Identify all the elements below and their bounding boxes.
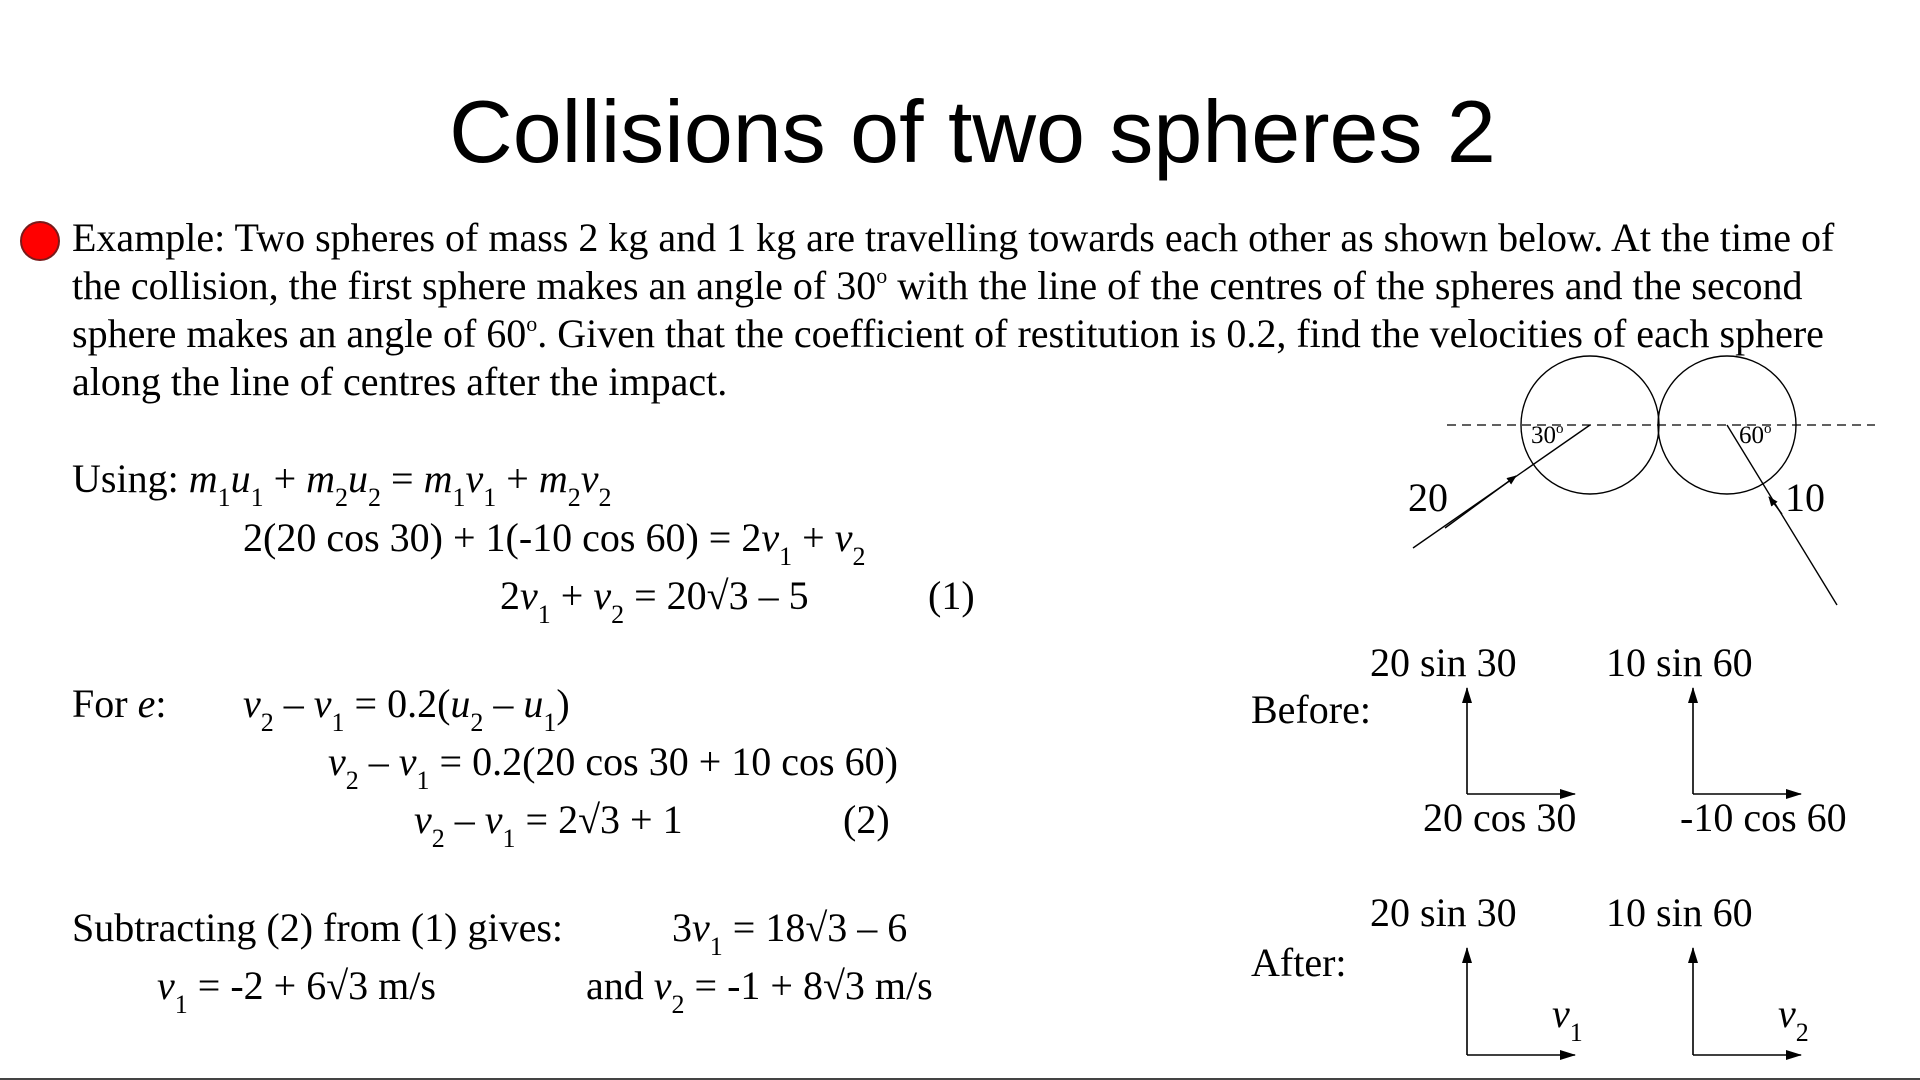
equation-1-tag: (1) <box>928 573 975 618</box>
for-text: For <box>72 681 138 726</box>
speed-10-label: 10 <box>1785 475 1825 520</box>
using-label: Using: <box>72 456 179 501</box>
before-10-sin-60: 10 sin 60 <box>1606 640 1753 685</box>
colon-text: : <box>155 681 167 726</box>
before-20-sin-30: 20 sin 30 <box>1370 640 1517 685</box>
momentum-equation: Using: $m_1u_1 + m_2u_2 = m_1v_1 + m_2v_2$ <box>72 456 612 512</box>
example-text-2: with the line of the centres of the spheres and the second sphere makes an angle of 60 <box>72 263 1803 356</box>
before-20-cos-30: 20 cos 30 <box>1423 795 1577 840</box>
speed-20-label: 20 <box>1408 475 1448 520</box>
degree-mark: o <box>526 311 538 336</box>
after-label: After: <box>1251 940 1347 985</box>
degree-mark: o <box>1556 421 1564 437</box>
restitution-substitution-rhs: = 0.2(20 cos 30 + 10 cos 60) <box>429 739 898 784</box>
velocity-arrow-1 <box>1445 476 1516 528</box>
momentum-substitution: 2(20 cos 30) + 1(-10 $\cos 60) = 2v_1 + v_2$ <box>243 515 866 571</box>
angle-60-label <box>1739 422 1772 450</box>
momentum-substitution-text: 2(20 cos 30) + 1(-10 cos 60) = 2 <box>243 515 762 560</box>
angle-30-label <box>1531 422 1564 450</box>
restitution-substitution: $v_2 - v_1 = 0.2(20$ cos 30 + 10 cos 60) <box>328 739 898 795</box>
equation-2-rhs: = 2√3 + 1 <box>515 797 683 842</box>
combined-equation: $3v_1 = 18√3 - 6$ <box>672 905 908 961</box>
restitution-equation-rhs: = 0.2( <box>344 681 451 726</box>
combined-equation-rhs: = 18√3 – 6 <box>722 905 908 950</box>
angle-60-value: 60 <box>1739 422 1764 449</box>
before-label: Before: <box>1251 687 1371 732</box>
v2-result: and $v_2 = -1 + 8√3$ m/s <box>586 963 933 1019</box>
example-text-1: Example: Two spheres of mass 2 kg and 1 kg are travelling towards each other as shown below. At the time of the collision, the first sphere makes an angle of 30 <box>72 215 1835 308</box>
v1-result: $v_1 = -2 + 6√3$ m/s <box>157 963 436 1019</box>
page-title: Collisions of two spheres 2 <box>449 82 1496 181</box>
and-text: and <box>586 963 654 1008</box>
equation-1: $2v_1 + v_2 = 20√3 - 5$ <box>500 573 809 629</box>
equation-2: $v_2 - v_1 = 2√3 + 1$ <box>414 797 683 853</box>
v2-result-value: = -1 + 8√3 m/s <box>684 963 933 1008</box>
velocity-arrow-2 <box>1769 497 1782 514</box>
degree-mark: o <box>876 263 888 288</box>
degree-mark: o <box>1764 421 1772 437</box>
example-text-3: . Given that the coefficient of restitution is 0.2, find the velocities of each sphere along the line of centres after the impact. <box>72 311 1824 404</box>
after-20-sin-30: 20 sin 30 <box>1370 890 1517 935</box>
before-minus-10-cos-60: -10 cos 60 <box>1680 795 1847 840</box>
after-10-sin-60: 10 sin 60 <box>1606 890 1753 935</box>
after-v1-label: $v_1$ <box>1552 991 1583 1047</box>
restitution-equation: $v_2 - v_1 = 0.2(u_2 - u_1)$ <box>243 681 570 737</box>
angle-30-value: 30 <box>1531 422 1556 449</box>
subtract-statement: Subtracting (2) from (1) gives: <box>72 905 563 950</box>
equation-1-rhs: = 20√3 – 5 <box>624 573 809 618</box>
after-v2-label: $v_2$ <box>1778 991 1809 1047</box>
equation-2-tag: (2) <box>843 797 890 842</box>
v1-result-value: = -2 + 6√3 m/s <box>187 963 436 1008</box>
e-symbol: e <box>137 681 156 726</box>
